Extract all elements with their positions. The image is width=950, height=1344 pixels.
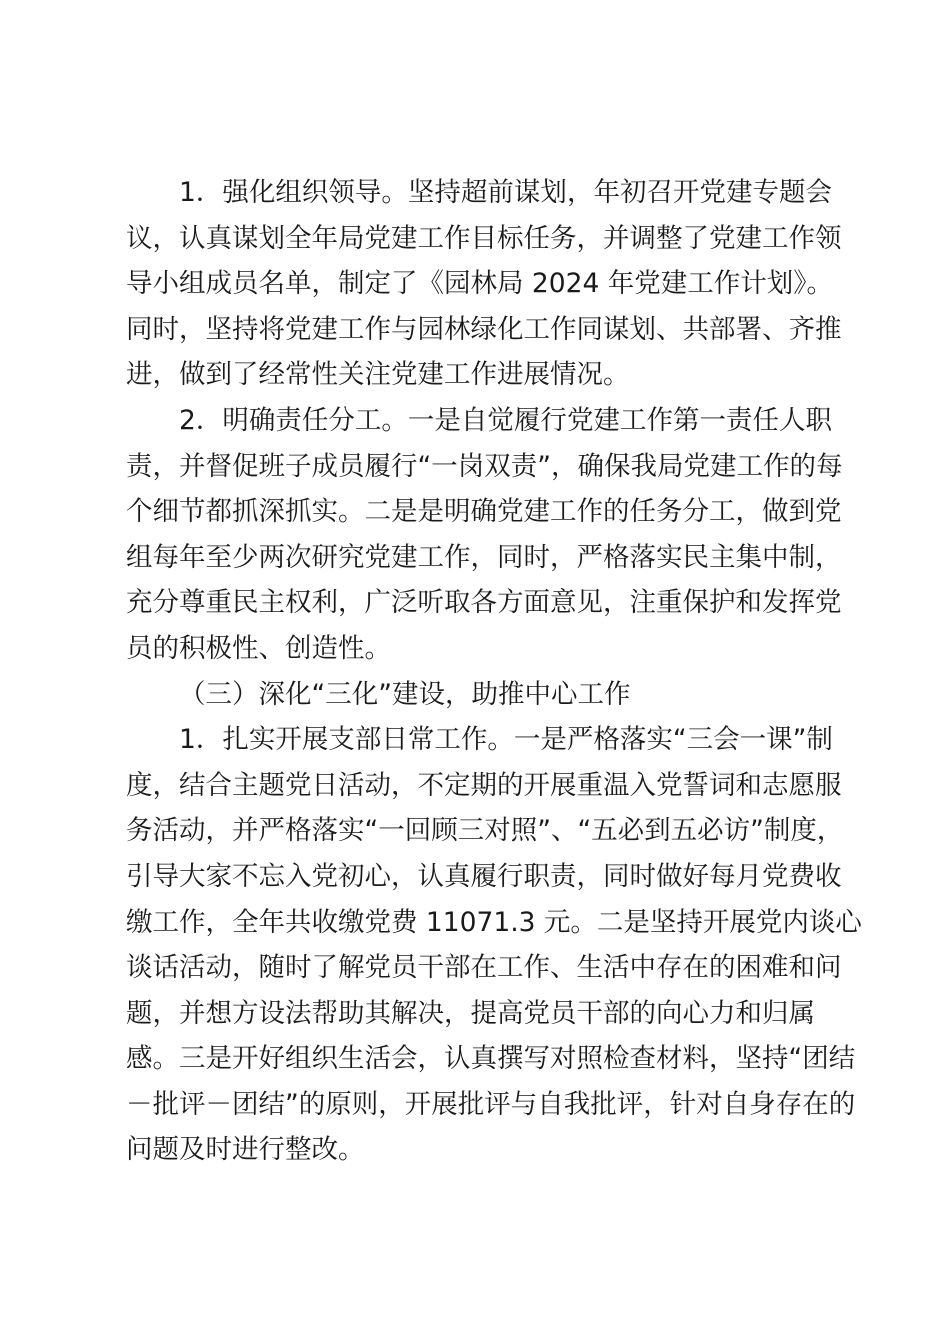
- body-text: [126, 170, 862, 1173]
- paragraph-line: 充分尊重民主权利，广泛听取各方面意见，注重保护和发挥党: [126, 587, 842, 619]
- paragraph-line: 责，并督促班子成员履行“一岗双责”，确保我局党建工作的每: [126, 450, 843, 482]
- paragraph-line: 个细节都抓深抓实。二是是明确党建工作的任务分工，做到党: [126, 496, 842, 528]
- paragraph-line: 组每年至少两次研究党建工作，同时，严格落实民主集中制，: [126, 541, 842, 573]
- paragraph-line: 感。三是开好组织生活会，认真撰写对照检查材料，坚持“团结: [126, 1043, 856, 1075]
- paragraph-line: 议，认真谋划全年局党建工作目标任务，并调整了党建工作领: [126, 222, 842, 254]
- paragraph-line: 问题及时进行整改。: [126, 1134, 365, 1166]
- paragraph-line: 同时，坚持将党建工作与园林绿化工作同谋划、共部署、齐推: [126, 313, 842, 345]
- paragraph-line: 员的积极性、创造性。: [126, 632, 391, 664]
- paragraph-line: 度，结合主题党日活动，不定期的开展重温入党誓词和志愿服: [126, 769, 842, 801]
- paragraph-line: 引导大家不忘入党初心，认真履行职责，同时做好每月党费收: [126, 860, 842, 892]
- paragraph-line: 进，做到了经常性关注党建工作进展情况。: [126, 359, 630, 391]
- paragraph-line: 1．强化组织领导。坚持超前谋划，年初召开党建专题会: [179, 177, 832, 208]
- paragraph-line: 2．明确责任分工。一是自觉履行党建工作第一责任人职: [179, 404, 832, 436]
- paragraph-line: 导小组成员名单，制定了《园林局 2024 年党建工作计划》。: [126, 268, 834, 300]
- paragraph-line: 1．扎实开展支部日常工作。一是严格落实“三会一课”制: [179, 724, 833, 756]
- paragraph-line: 题，并想方设法帮助其解决，提高党员干部的向心力和归属: [126, 997, 815, 1029]
- section-heading: （三）深化“三化”建设，助推中心工作: [179, 678, 631, 710]
- paragraph-line: －批评－团结”的原则，开展批评与自我批评，针对自身存在的: [126, 1088, 856, 1120]
- paragraph-line: 谈话活动，随时了解党员干部在工作、生活中存在的困难和问: [126, 952, 842, 984]
- paragraph-line: 缴工作，全年共收缴党费 11071.3 元。二是坚持开展党内谈心: [126, 906, 862, 938]
- paragraph-line: 务活动，并严格落实“一回顾三对照”、“五必到五必访”制度，: [126, 815, 844, 847]
